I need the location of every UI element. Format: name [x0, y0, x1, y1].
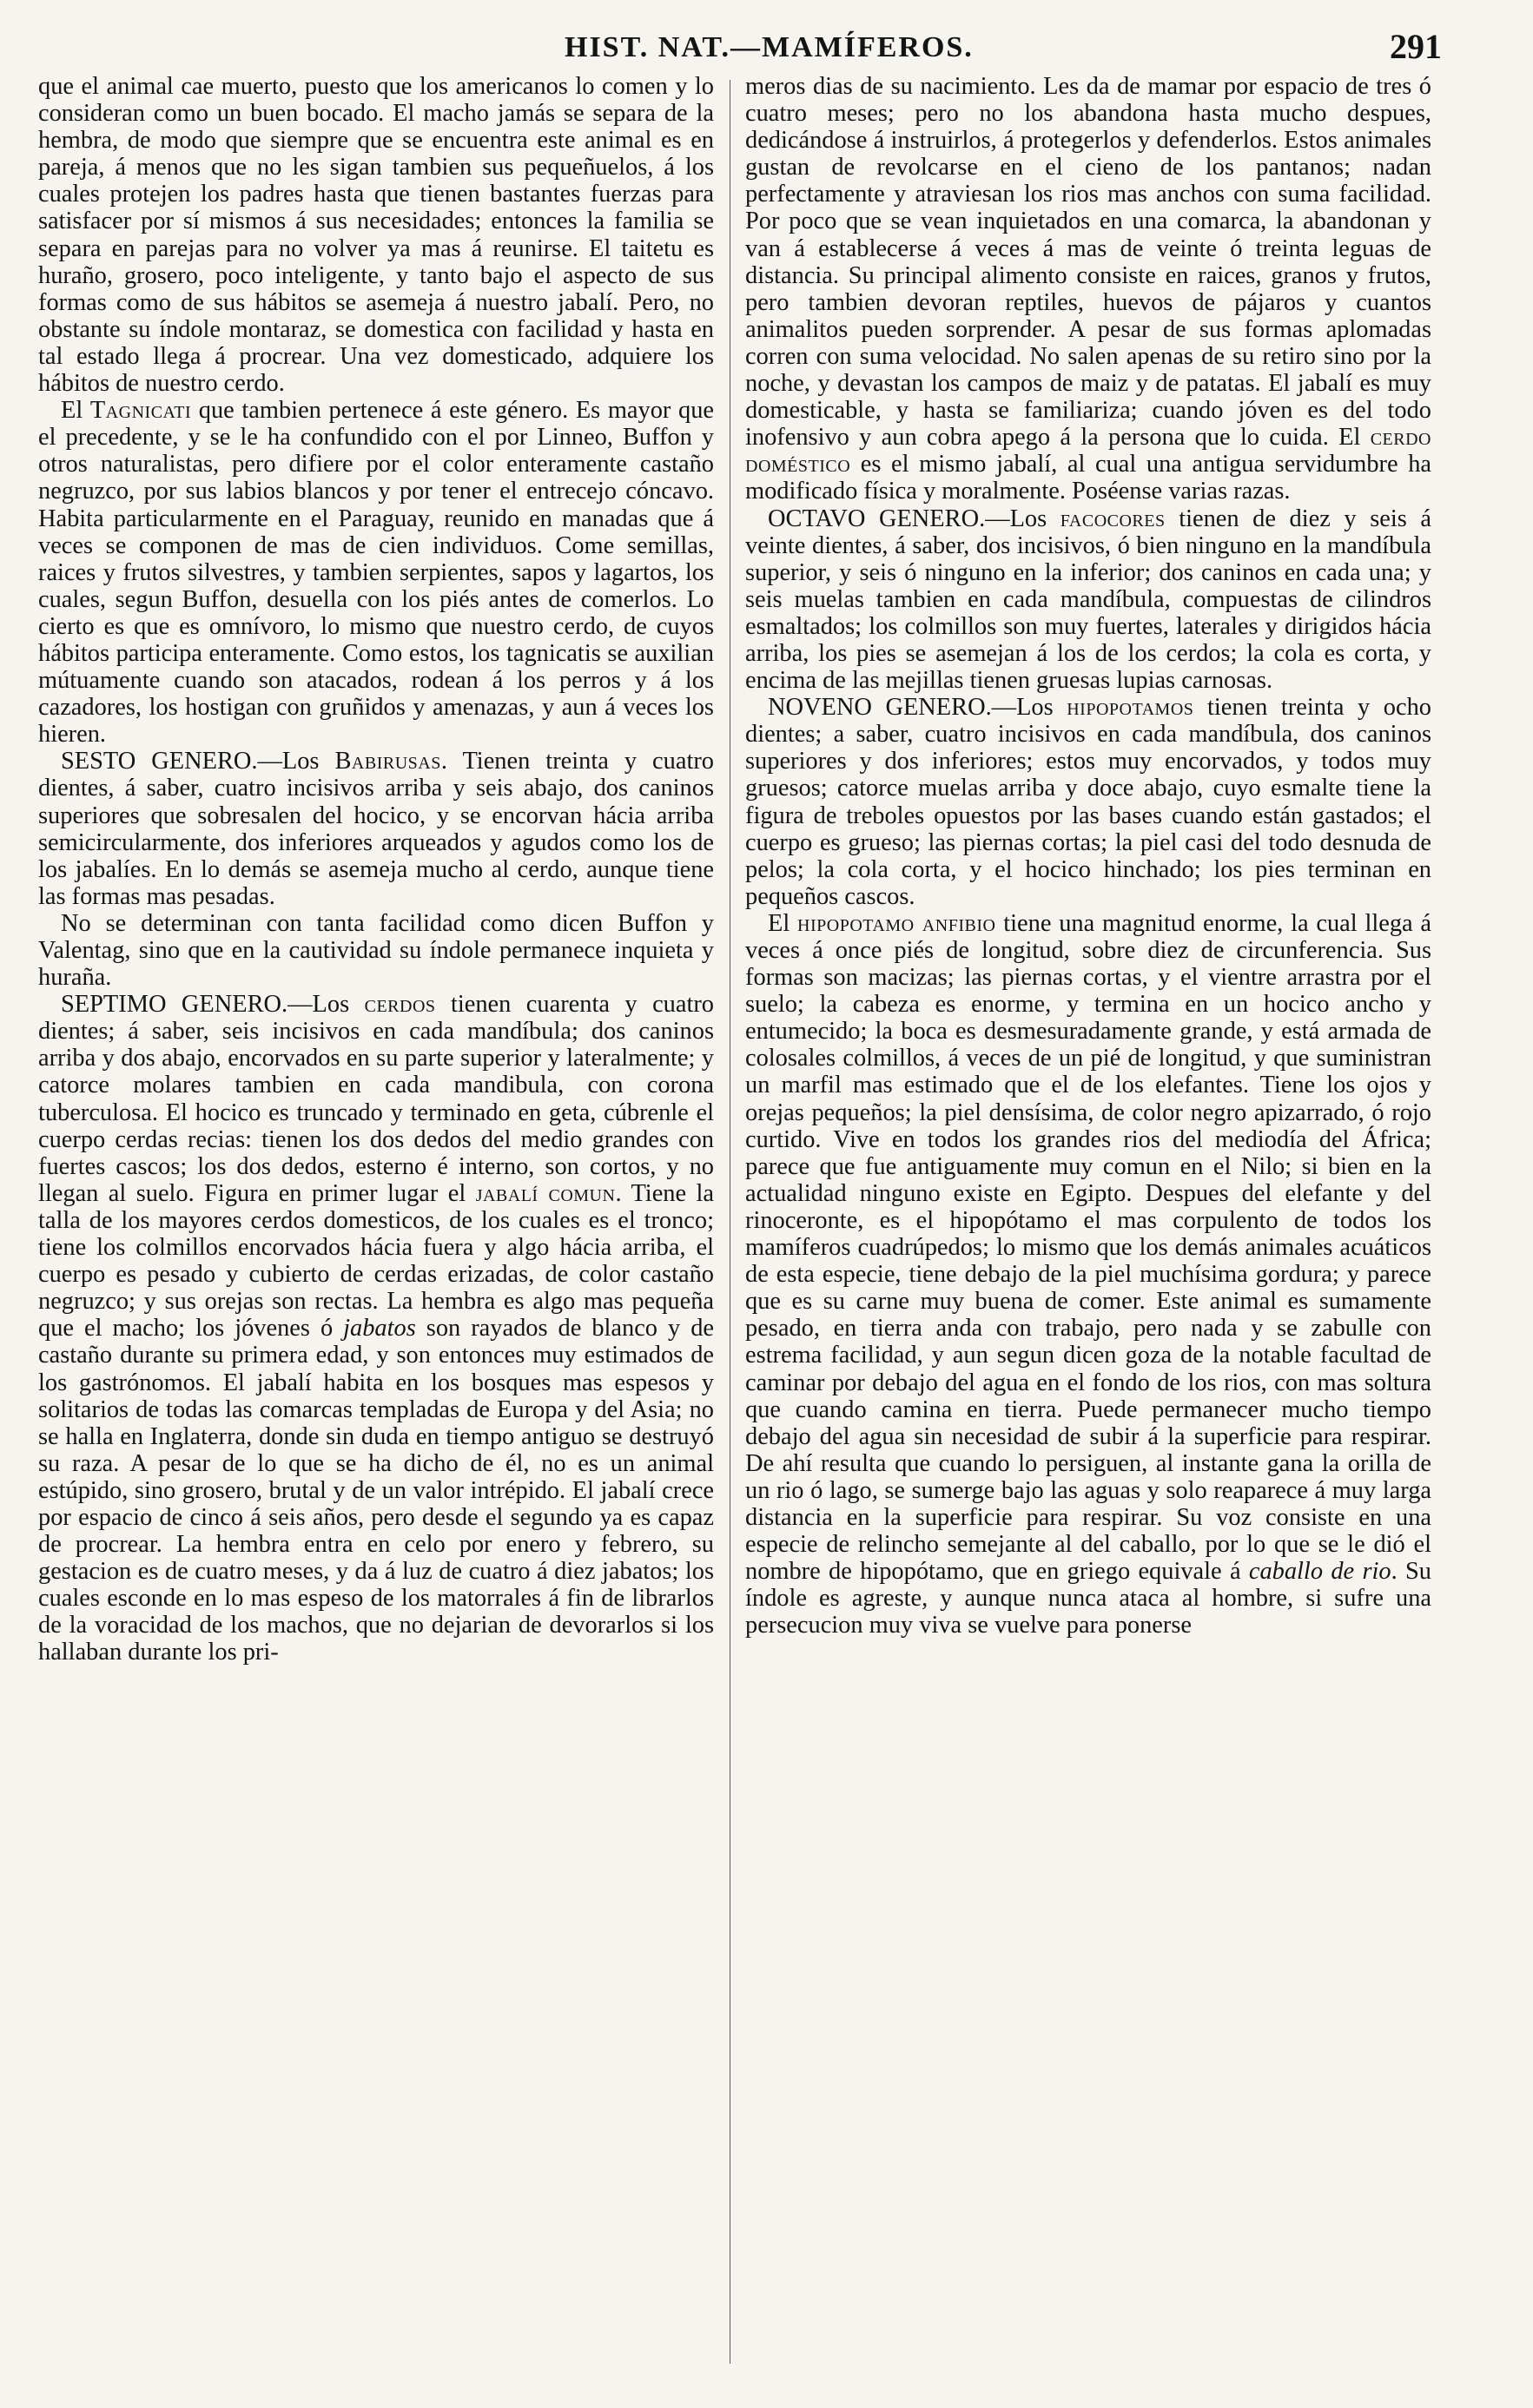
text-run: tienen de diez y seis á veinte dientes, á saber, dos incisivos, ó bien ninguno en la mandíbula superior, y seis ó ninguno en la inferior; dos caninos en cada una; y seis muelas tambien en cada mandíbula, compuestas de cilindros esmaltados; los colmillos son muy fuertes, laterales y dirigidos hácia arriba, los pies se asemejan á los de los cerdos; la cola es corta, y encima de las mejillas tienen gruesas lupias carnosas.	[745, 505, 1431, 695]
paragraph-octavo-genero	[745, 505, 1431, 695]
paragraph-hipopotamo-anfibio	[745, 910, 1431, 1639]
text-run: . Tiene la talla de los mayores cerdos domesticos, de los cuales es el tronco; tiene los colmillos encorvados hácia fuera y algo hácia arriba, el cuerpo es pesado y cubierto de cerdas erizadas, de color castaño negruzco; y sus orejas son rectas. La hembra es algo mas pequeña que el macho; los jóvenes ó	[38, 1179, 714, 1343]
text-run: —Los	[991, 694, 1067, 722]
term-jabatos: jabatos	[343, 1315, 416, 1343]
text-run: El	[61, 397, 90, 425]
paragraph-tagnicati	[38, 397, 714, 748]
genus-heading: OCTAVO GENERO.	[768, 505, 986, 532]
text-run: que tambien pertenece á este género. Es mayor que el precedente, y se le ha confundido con el por Linneo, Buffon y otros naturalistas, pero difiere por el color enteramente castaño negruzco, por sus labios blancos y por tener el entrecejo cóncavo. Habita particularmente en el Paraguay, reunido en manadas que á veces se componen de mas de cien individuos. Come semillas, raices y frutos silvestres, y tambien serpientes, sapos y lagartos, los cuales, segun Buffon, desuella con los piés antes de comerlos. Lo cierto es que es omnívoro, lo mismo que nuestro cerdo, de cuyos hábitos participa enteramente. Como estos, los tagnicatis se auxilian mútuamente cuando son atacados, rodean á los perros y á los cazadores, los hostigan con gruñidos y amenazas, y aun á veces los hieren.	[38, 397, 714, 749]
text-run: es el mismo jabalí, al cual una antigua servidumbre ha modificado física y moralmente. Poséense varias razas.	[745, 451, 1431, 505]
paragraph-noveno-genero	[745, 694, 1431, 910]
text-run: —Los	[287, 991, 365, 1019]
text-run: meros dias de su nacimiento. Les da de mamar por espacio de tres ó cuatro meses; pero no los abandona hasta mucho despues, dedicándose á instruirlos, á protegerlos y defenderlos. Estos animales gustan de revolcarse en el cieno de los pantanos; nadan perfectamente y atraviesan los rios mas anchos con suma facilidad. Por poco que se vean inquietados en una comarca, la abandonan y van á establecerse á veces á mas de veinte ó treinta leguas de distancia. Su principal alimento consiste en raices, granos y frutos, pero tambien devoran reptiles, huevos de pájaros y cuantos animalitos pueden sorprender. A pesar de sus formas aplomadas corren con suma velocidad. No salen apenas de su retiro sino por la noche, y devastan los campos de maiz y de patatas. El jabalí es muy domesticable, y hasta se familiariza; cuando jóven es del todo inofensivo y aun cobra apego á la persona que lo cuida. El	[745, 73, 1431, 452]
term-tagnicati: Tagnicati	[89, 397, 192, 425]
text-run: El	[768, 909, 798, 937]
genus-heading: SEPTIMO GENERO.	[61, 991, 288, 1019]
left-column	[38, 73, 714, 2348]
term-cerdos: cerdos	[364, 991, 436, 1019]
text-run: tiene una magnitud enorme, la cual llega á veces á once piés de longitud, sobre diez de circunferencia. Sus formas son macizas; las piernas cortas, y el vientre arrastra por el suelo; la cabeza es enorme, y termina en un hocico ancho y entumecido; la boca es desmesuradamente grande, y está armada de colosales colmillos, á veces de un pié de longitud, y que suministran un marfil mas estimado que el de los elefantes. Tiene los ojos y orejas pequeños; la piel densísima, de color negro apizarrado, ó rojo curtido. Vive en todos los grandes rios del mediodía del África; parece que fue antiguamente muy comun en el Nilo; si bien en la actualidad ninguno existe en Egipto. Despues del elefante y del rinoceronte, es el hipopótamo el mas corpulento de todos los mamíferos cuadrúpedos; lo mismo que los demás animales acuáticos de esta especie, tiene debajo de la piel muchísima gordura; y parece que es su carne muy buena de comer. Este animal es sumamente pesado, en tierra anda con trabajo, pero nada y se zabulle con estrema facilidad, y aun segun dicen goza de la notable facultad de caminar por debajo del agua en el fondo de los rios, con mas soltura que cuando camina en tierra. Puede permanecer mucho tiempo debajo del agua sin necesidad de subir á la superficie para respirar. De ahí resulta que cuando lo persiguen, al instante gana la orilla de un rio ó lago, se sumerge bajo las aguas y solo reaparece á muy larga distancia en la superficie para respirar. Su voz consiste en una especie de relincho semejante al del caballo, por lo que se le dió el nombre de hipopótamo, que en griego equivale á	[745, 909, 1431, 1586]
term-cerdo-domestico: cerdo doméstico	[745, 424, 1431, 478]
paragraph-jabali-continued	[745, 73, 1431, 505]
term-jabali-comun: jabalí comun	[475, 1179, 616, 1207]
page-number: 291	[1390, 27, 1442, 66]
text-run: . Su índole es agreste, y aunque nunca ataca al hombre, si sufre una persecucion muy viva se vuelve para ponerse	[745, 1558, 1431, 1639]
running-head	[0, 26, 1533, 75]
term-hipopotamo-anfibio: hipopotamo anfibio	[797, 909, 996, 937]
running-head-title: HIST. NAT.—MAMÍFEROS.	[565, 31, 974, 63]
text-run: son rayados de blanco y de castaño durante su primera edad, y son entonces muy estimados de los gastrónomos. El jabalí habita en los bosques mas espesos y solitarios de todas las comarcas templadas de Europa y del Asia; no se halla en Inglaterra, donde sin duda en tiempo antiguo se destruyó su raza. A pesar de lo que se ha dicho de él, no es un animal estúpido, sino grosero, brutal y de un valor intrépido. El jabalí crece por espacio de cinco á seis años, pero desde el segundo ya es capaz de procrear. La hembra entra en celo por enero y febrero, su gestacion es de cuatro meses, y da á luz de cuatro á diez jabatos; los cuales esconde en lo mas espeso de los matorrales á fin de librarlos de la voracidad de los machos, que no dejarian de devorarlos si los hallaban durante los pri-	[38, 1315, 714, 1666]
right-column	[745, 73, 1431, 2348]
text-run: —Los	[257, 748, 335, 775]
text-run: tienen cuarenta y cuatro dientes; á saber, seis incisivos en cada mandíbula; dos caninos arriba y dos abajo, encorvados en su parte superior y lateralmente; y catorce molares tambien en cada mandibula, con corona tuberculosa. El hocico es truncado y terminado en geta, cúbrenle el cuerpo cerdas recias: tienen los dos dedos del medio grandes con fuertes cascos; los dos dedos, esterno é interno, son cortos, y no llegan al suelo. Figura en primer lugar el	[38, 991, 714, 1207]
genus-heading: NOVENO GENERO.	[768, 694, 992, 722]
genus-heading: SESTO GENERO.	[61, 748, 258, 775]
paragraph-babirusa-captivity: No se determinan con tanta facilidad como dicen Buffon y Valentag, sino que en la cautividad su índole permanece inquieta y huraña.	[38, 909, 714, 992]
paragraph-taitetu-end: que el animal cae muerto, puesto que los americanos lo comen y lo consideran como un buen bocado. El macho jamás se separa de la hembra, de modo que siempre que se encuentra este animal es en pareja, á menos que no les sigan tambien sus pequeñuelos, á los cuales protejen los padres hasta que tienen bastantes fuerzas para satisfacer por sí mismos á sus necesidades; entonces la familia se separa en parejas para no volver ya mas á reunirse. El taitetu es huraño, grosero, poco inteligente, y tanto bajo el aspecto de sus formas como de sus hábitos se asemeja á nuestro jabalí. Pero, no obstante su índole montaraz, se domestica con facilidad y hasta en tal estado llega á procrear. Una vez domesticado, adquiere los hábitos de nuestro cerdo.	[38, 73, 714, 398]
paragraph-septimo-genero	[38, 991, 714, 1666]
term-babirusas: Babirusas	[334, 748, 441, 775]
term-caballo-de-rio: caballo de rio	[1248, 1558, 1391, 1586]
paragraph-sesto-genero	[38, 748, 714, 910]
text-run: . Tienen treinta y cuatro dientes, á saber, cuatro incisivos arriba y seis abajo, dos caninos superiores que sobresalen del hocico, y se encorvan hácia arriba semicircularmente, dos inferiores arqueados y agudos como los de los jabalíes. En lo demás se asemeja mucho al cerdo, aunque tiene las formas mas pesadas.	[38, 748, 714, 910]
term-facocores: facocores	[1060, 505, 1166, 532]
term-hipopotamos: hipopotamos	[1067, 694, 1194, 722]
text-run: —Los	[985, 505, 1061, 532]
text-run: tienen treinta y ocho dientes; a saber, cuatro incisivos en cada mandíbula, dos caninos superiores y dos inferiores; estos muy encorvados, y todos muy gruesos; catorce muelas arriba y doce abajo, cuyo esmalte tiene la figura de treboles opuestos por las bases cuando están gastados; el cuerpo es grueso; las piernas cortas; la piel casi del todo desnuda de pelos; la cola corta, y el hocico hinchado; los pies terminan en pequeños cascos.	[745, 694, 1431, 910]
